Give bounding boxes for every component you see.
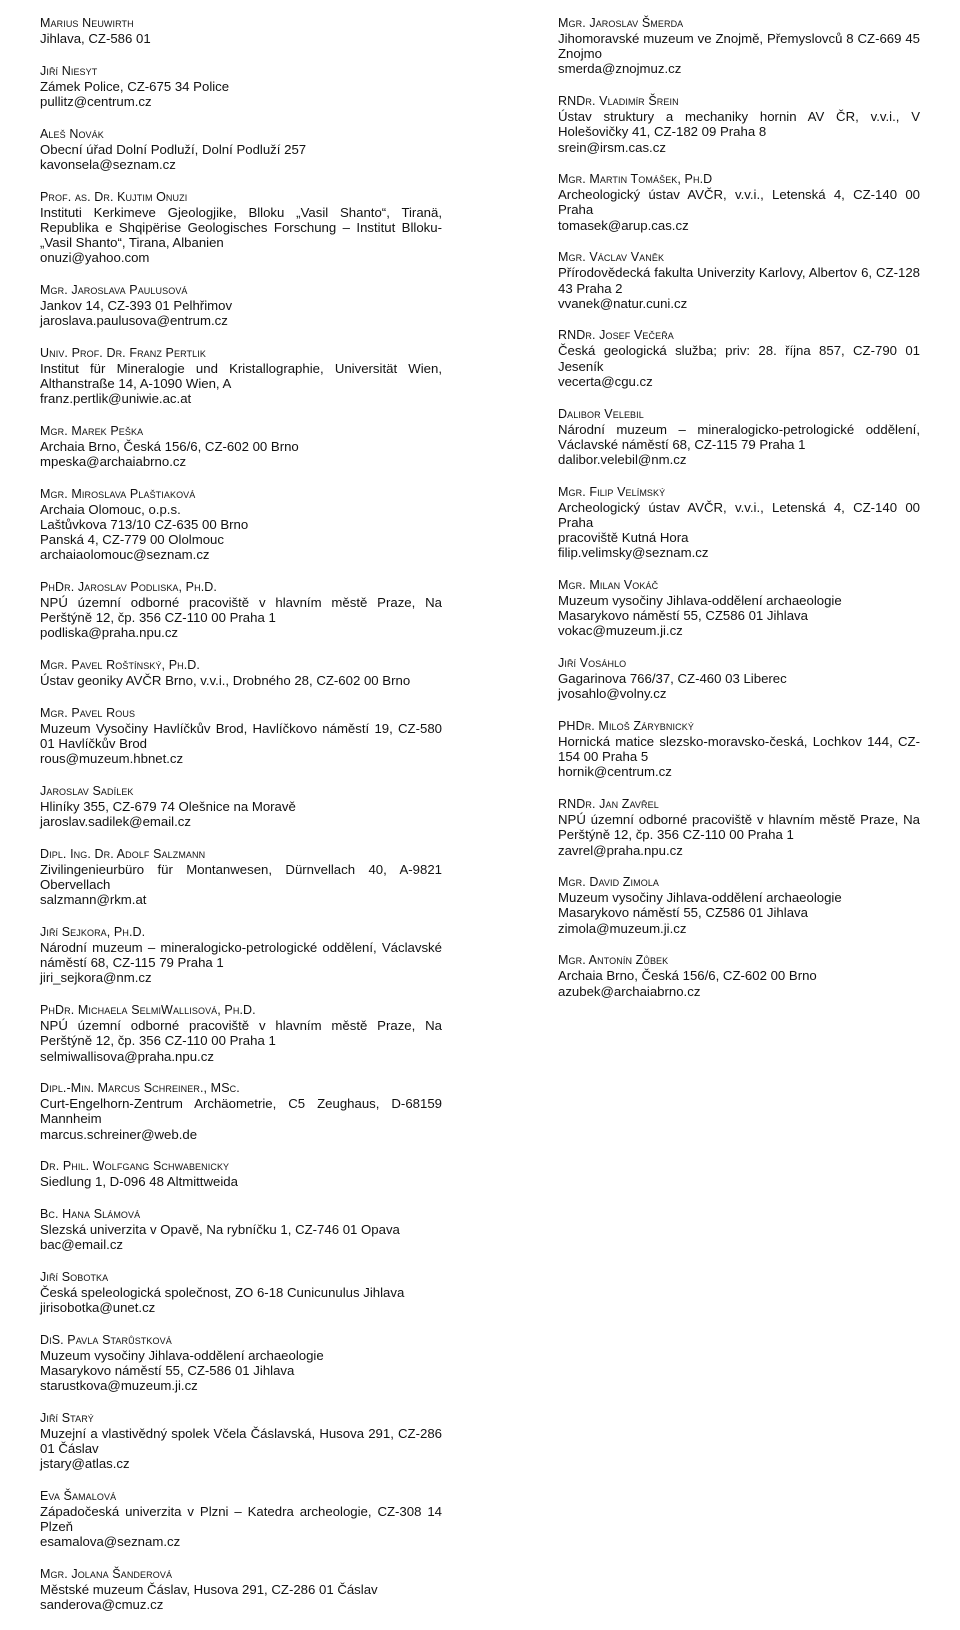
contact-address-line: Masarykovo náměstí 55, CZ586 01 Jihlava [558,905,808,921]
contact-name: Jiří Sobotka [40,1269,109,1284]
contact-address-line: Masarykovo náměstí 55, CZ-586 01 Jihlava [40,1363,295,1379]
contact-entry [40,706,442,767]
contact-address-line: Archeologický ústav AVČR, v.v.i., Letenská 4, CZ-140 00 Praha [558,499,920,530]
contact-address-line: Hliníky 355, CZ-679 74 Olešnice na Moravě [40,798,296,814]
contact-address-line: Panská 4, CZ-779 00 Ololmouc [40,532,224,548]
contact-name: Mgr. Marek Peška [40,423,144,438]
contact-entry [40,925,442,986]
contact-address-line: Archaia Brno, Česká 156/6, CZ-602 00 Brno [40,438,299,454]
contact-address-line: Institut für Mineralogie und Kristallographie, Universität Wien, Althanstraße 14, A-1090 Wien, A [40,360,442,391]
contact-address-line: NPÚ územní odborné pracoviště v hlavním městě Praze, Na Perštýně 12, čp. 356 CZ-110 00 Praha 1 [40,1018,442,1049]
contact-address-line: Národní muzeum – mineralogicko-petrologické oddělení, Václavské náměstí 68, CZ-115 79 Praha 1 [558,421,920,452]
contact-address-line: Česká geologická služba; priv: 28. října 857, CZ-790 01 Jeseník [558,343,920,374]
contact-name: Jaroslav Sadílek [40,783,134,798]
contact-email: jvosahlo@volny.cz [558,686,667,702]
contact-address-line: Archaia Brno, Česká 156/6, CZ-602 00 Brno [558,968,817,984]
contact-address-line: Slezská univerzita v Opavě, Na rybníčku 1, CZ-746 01 Opava [40,1222,400,1238]
contact-email: rous@muzeum.hbnet.cz [40,751,184,767]
contact-name: Marius Neuwirth [40,16,134,30]
contact-email: jaroslava.paulusova@entrum.cz [40,313,228,329]
contact-entry [558,797,920,858]
contact-entry [558,578,920,639]
contact-column-left [40,16,442,1630]
contact-address-line: NPÚ územní odborné pracoviště v hlavním městě Praze, Na Perštýně 12, čp. 356 CZ-110 00 Praha 1 [40,595,442,626]
contact-address-line: Ústav struktury a mechaniky hornin AV ČR, v.v.i., V Holešovičky 41, CZ-182 09 Praha 8 [558,109,920,140]
contact-address-line: Siedlung 1, D-096 48 Altmittweida [40,1174,238,1190]
contact-name: Dipl. Ing. Dr. Adolf Salzmann [40,846,206,861]
contact-address-line: Obecní úřad Dolní Podluží, Dolní Podluží 257 [40,141,307,157]
contact-entry [40,424,442,469]
contact-email: vvanek@natur.cuni.cz [558,295,688,311]
contact-address-line: Muzeum vysočiny Jihlava-oddělení archaeologie [558,890,842,906]
contact-name: Mgr. Jaroslav Šmerda [558,16,684,30]
contact-entry [558,719,920,780]
contact-entry [40,1567,442,1612]
contact-entry [40,127,442,172]
contact-name: Prof. as. Dr. Kujtim Onuzi [40,189,188,204]
contact-name: Mgr. Pavel Roštínský, Ph.D. [40,658,201,673]
contact-address-line: Masarykovo náměstí 55, CZ586 01 Jihlava [558,608,808,624]
contact-name: Jiří Vosáhlo [558,656,627,671]
contact-entry [40,658,442,688]
contact-email: jstary@atlas.cz [40,1456,130,1472]
contact-email: jirisobotka@unet.cz [40,1300,156,1316]
contact-email: salzmann@rkm.at [40,892,147,908]
contact-entry [40,1333,442,1394]
contact-address-line: Západočeská univerzita v Plzni – Katedra archeologie, CZ-308 14 Plzeň [40,1504,442,1535]
contact-address-line: Muzeum vysočiny Jihlava-oddělení archaeologie [40,1347,324,1363]
contact-address-line: Hornická matice slezsko-moravsko-česká, Lochkov 144, CZ-154 00 Praha 5 [558,733,920,765]
contact-address-line: Archaia Olomouc, o.p.s. [40,501,181,517]
contact-email: pullitz@centrum.cz [40,93,152,109]
contact-entry [40,64,442,109]
contact-address-line: Městské muzeum Čáslav, Husova 291, CZ-286 01 Čáslav [40,1582,378,1598]
contact-address-line: Muzejní a vlastivědný spolek Včela Čáslavská, Husova 291, CZ-286 01 Čáslav [40,1425,442,1457]
contact-name: Bc. Hana Slámová [40,1207,141,1222]
contact-address-line: NPÚ územní odborné pracoviště v hlavním městě Praze, Na Perštýně 12, čp. 356 CZ-110 00 Praha 1 [558,812,920,843]
contact-entry [40,1411,442,1472]
contact-address-line: pracoviště Kutná Hora [558,530,689,546]
contact-entry [40,190,442,266]
contact-entry [40,16,442,46]
contact-name: Jiří Starý [40,1410,94,1425]
contact-email: jiri_sejkora@nm.cz [40,970,152,986]
contact-entry [558,328,920,389]
contact-entry [40,1489,442,1550]
contact-email: onuzi@yahoo.com [40,250,150,266]
contact-name: Dipl.-Min. Marcus Schreiner., MSc. [40,1081,240,1096]
contact-email: smerda@znojmuz.cz [558,61,682,77]
contact-email: sanderova@cmuz.cz [40,1597,164,1613]
contact-email: vecerta@cgu.cz [558,373,653,389]
contact-entry [40,580,442,641]
contact-address-line: Jihomoravské muzeum ve Znojmě, Přemyslovců 8 CZ-669 45 Znojmo [558,31,920,62]
contact-address-line: Archeologický ústav AVČR, v.v.i., Letenská 4, CZ-140 00 Praha [558,187,920,218]
contact-name: Eva Šamalová [40,1489,117,1504]
contact-entry [40,346,442,407]
contact-name: Mgr. David Zimola [558,875,660,890]
contact-email: bac@email.cz [40,1237,124,1253]
contact-entry [40,784,442,829]
contact-name: Dalibor Velebil [558,406,644,421]
contact-address-line: Jihlava, CZ-586 01 [40,31,151,46]
contact-name: Mgr. Jolana Šanderová [40,1567,173,1582]
contact-name: PhDr. Michaela SelmiWallisová, Ph.D. [40,1003,256,1018]
contact-name: Dr. Phil. Wolfgang Schwabenicky [40,1159,230,1174]
contact-email: srein@irsm.cas.cz [558,139,666,155]
contact-address-line: Přírodovědecká fakulta Univerzity Karlovy, Albertov 6, CZ-128 43 Praha 2 [558,265,920,296]
contact-name: Mgr. Antonín Zůbek [558,953,669,968]
contact-entry [40,1081,442,1142]
contact-email: filip.velimsky@seznam.cz [558,545,709,561]
contact-address-line: Instituti Kerkimeve Gjeologjike, Blloku „Vasil Shanto“, Tiranä, Republika e Shqipërise Geologisches Forschung – Institut Blloku- „Vasil Shanto“, Tirana, Albanien [40,204,442,250]
contact-email: tomasek@arup.cas.cz [558,217,689,233]
contact-address-line: Muzeum vysočiny Jihlava-oddělení archaeologie [558,592,842,608]
contact-entry [40,1003,442,1064]
contact-name: RNDr. Vladimír Šrein [558,94,679,109]
contact-email: zimola@muzeum.ji.cz [558,920,687,936]
contact-name: Mgr. Václav Vaněk [558,250,665,265]
contact-entry [40,1207,442,1252]
contact-name: RNDr. Josef Večeřa [558,328,674,343]
contact-name: PHDr. Miloš Zárybnický [558,718,694,733]
contact-email: esamalova@seznam.cz [40,1534,181,1550]
contact-entry [558,94,920,155]
contact-name: Jiří Sejkora, Ph.D. [40,925,146,939]
contact-entry [558,172,920,233]
contact-entry [40,283,442,328]
contact-entry [40,487,442,563]
contact-address-line: Jankov 14, CZ-393 01 Pelhřimov [40,297,233,313]
contact-address-line: Zámek Police, CZ-675 34 Police [40,78,230,94]
contact-email: kavonsela@seznam.cz [40,156,176,172]
contact-entry [558,953,920,998]
contact-email: archaiaolomouc@seznam.cz [40,547,210,563]
contact-name: RNDr. Jan Zavřel [558,797,659,812]
contact-email: franz.pertlik@uniwie.ac.at [40,391,192,407]
contact-name: Mgr. Milan Vokáč [558,577,659,592]
contact-address-line: Národní muzeum – mineralogicko-petrologické oddělení, Václavské náměstí 68, CZ-115 79 Praha 1 [40,940,442,971]
contact-address-line: Laštůvkova 713/10 CZ-635 00 Brno [40,516,249,532]
contact-column-right [558,16,920,1016]
contact-name: Mgr. Pavel Rous [40,705,136,720]
contact-address-line: Česká speleologická společnost, ZO 6-18 Cunicunulus Jihlava [40,1284,405,1300]
contact-address-line: Zivilingenieurbüro für Montanwesen, Dürnvellach 40, A-9821 Obervellach [40,861,442,893]
contact-email: starustkova@muzeum.ji.cz [40,1378,198,1394]
contact-entry [558,16,920,77]
contact-name: Jiří Niesyt [40,63,98,78]
contact-name: Univ. Prof. Dr. Franz Pertlik [40,345,206,360]
contact-address-line: Curt-Engelhorn-Zentrum Archäometrie, C5 Zeughaus, D-68159 Mannheim [40,1096,442,1127]
contact-entry [558,485,920,561]
contact-email: azubek@archaiabrno.cz [558,983,701,999]
contact-name: DiS. Pavla Starůstková [40,1332,172,1347]
contact-email: selmiwallisova@praha.npu.cz [40,1048,214,1064]
contact-email: hornik@centrum.cz [558,764,672,780]
contact-name: Mgr. Miroslava Plaštiaková [40,486,196,501]
contact-email: marcus.schreiner@web.de [40,1126,198,1142]
contact-entry [558,407,920,468]
contact-entry [558,875,920,936]
contact-entry [558,250,920,311]
contact-email: mpeska@archaiabrno.cz [40,454,187,470]
contact-email: zavrel@praha.npu.cz [558,842,683,858]
contact-name: Mgr. Filip Velímský [558,484,666,499]
contact-email: dalibor.velebil@nm.cz [558,451,687,467]
contact-entry [40,1270,442,1315]
contact-address-line: Muzeum Vysočiny Havlíčkův Brod, Havlíčkovo náměstí 19, CZ-580 01 Havlíčkův Brod [40,720,442,752]
contact-email: vokac@muzeum.ji.cz [558,623,683,639]
contact-name: Mgr. Jaroslava Paulusová [40,282,188,297]
contact-address-line: Ústav geoniky AVČR Brno, v.v.i., Drobného 28, CZ-602 00 Brno [40,673,411,689]
contact-name: Aleš Novák [40,126,104,141]
contact-entry [40,847,442,908]
contact-address-line: Gagarinova 766/37, CZ-460 03 Liberec [558,671,787,687]
contact-name: PhDr. Jaroslav Podliska, Ph.D. [40,580,217,595]
contact-entry [558,656,920,701]
contact-email: jaroslav.sadilek@email.cz [40,814,191,830]
contact-email: podliska@praha.npu.cz [40,625,179,641]
contact-name: Mgr. Martin Tomášek, Ph.D [558,172,713,187]
contact-entry [40,1159,442,1189]
